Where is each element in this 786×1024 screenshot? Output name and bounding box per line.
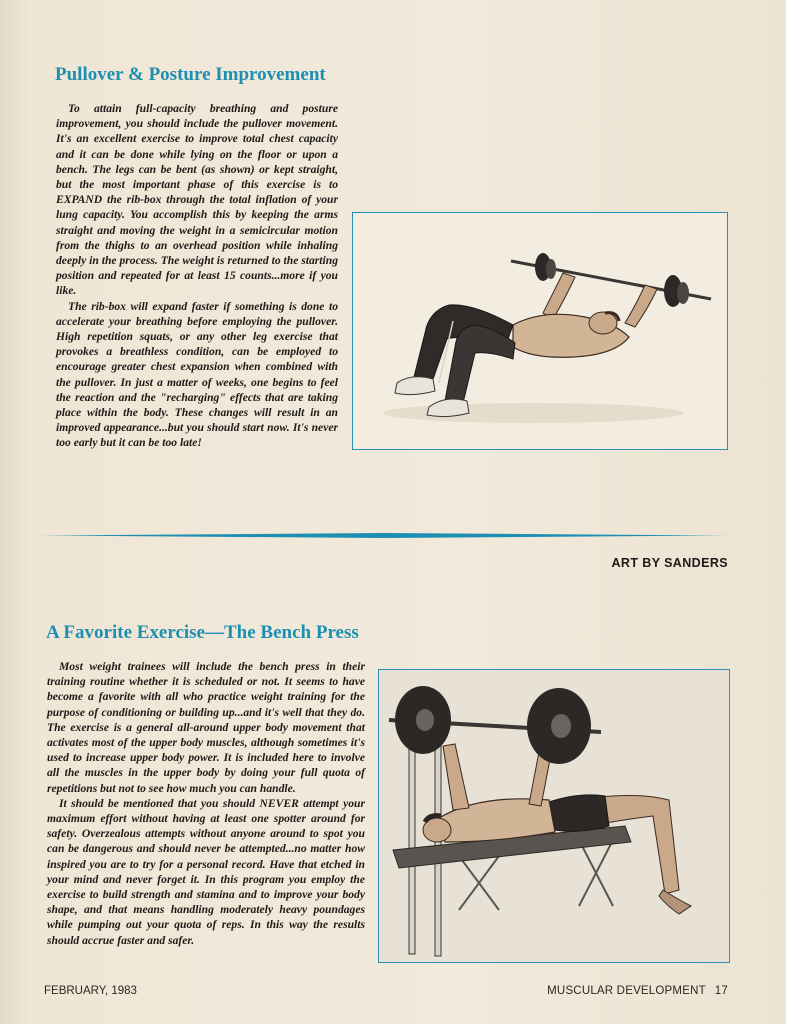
divider-line-icon bbox=[40, 533, 728, 538]
section-divider bbox=[40, 533, 728, 538]
section1-paragraph-1: To attain full-capacity breathing and posture improvement, you should include the pullover movement. It's an excellent exercise to improve total chest capacity and it can be done while lying on the floor or upon a bench. The legs can be bent (as shown) or kept straight, but the most important phase of this exercise is to EXPAND the rib-box through the total inflation of your lung capacity. You accomplish this by keeping the arms straight and moving the weight in a semicircular motion from the thighs to an overhead position while inhaling deeply in the process. The weight is returned to the starting position and repeated for at least 15 counts...more if you like. bbox=[56, 102, 338, 298]
pullover-illustration bbox=[352, 212, 728, 450]
bench-press-illustration bbox=[378, 669, 730, 963]
section1-body bbox=[56, 101, 338, 451]
section2-title: A Favorite Exercise—The Bench Press bbox=[46, 622, 359, 643]
pullover-illustration-icon bbox=[353, 213, 727, 449]
section2-paragraph-1: Most weight trainees will include the bench press in their training routine whether it is scheduled or not. It seems to have become a favorite with all who practice weight training for the purpose of conditioning or building up...and it's well that they do. The exercise is a general all-around upper body movement that activates most of the upper body muscles, although sometimes it's used to increase upper body power. It is included here to involve all the muscles in the upper body by doing your full quota of repetitions but not to see how much you can handle. bbox=[47, 660, 365, 795]
footer-magazine-name: MUSCULAR DEVELOPMENT bbox=[547, 985, 706, 997]
section1-paragraph-2: The rib-box will expand faster if something is done to accelerate your breathing before employing the pullover. High repetition squats, or any other leg exercise that provokes a breathless condition, can be employed to encourage greater chest expansion when combined with the pullover. In just a matter of weeks, one begins to feel the reaction and the "recharging" effects that are taking place within the body. These changes will result in an improved appearance...but you should start now. It's never too early but it can be too late! bbox=[56, 299, 338, 450]
bench-press-illustration-icon bbox=[379, 670, 729, 962]
section2-body bbox=[47, 659, 365, 948]
section2-paragraph-2: It should be mentioned that you should NEVER attempt your maximum effort without having at least one spotter around for safety. Overzealous attempts without anyone around to spot you can be dangerous and should never be attempted...no matter how inspired you are to try for a personal record. Have that etched in your mind and never forget it. In this program you employ the exercise to build strength and stamina and to improve your body shape, and that means handling moderately heavy poundages while pumping out your quota of reps. In this way the results should accrue faster and safer. bbox=[47, 796, 365, 947]
section1-title: Pullover & Posture Improvement bbox=[55, 64, 326, 85]
art-credit: ART BY SANDERS bbox=[611, 556, 728, 570]
footer-magazine bbox=[547, 985, 728, 997]
page-number: 17 bbox=[714, 985, 728, 997]
footer-date: FEBRUARY, 1983 bbox=[44, 985, 137, 997]
